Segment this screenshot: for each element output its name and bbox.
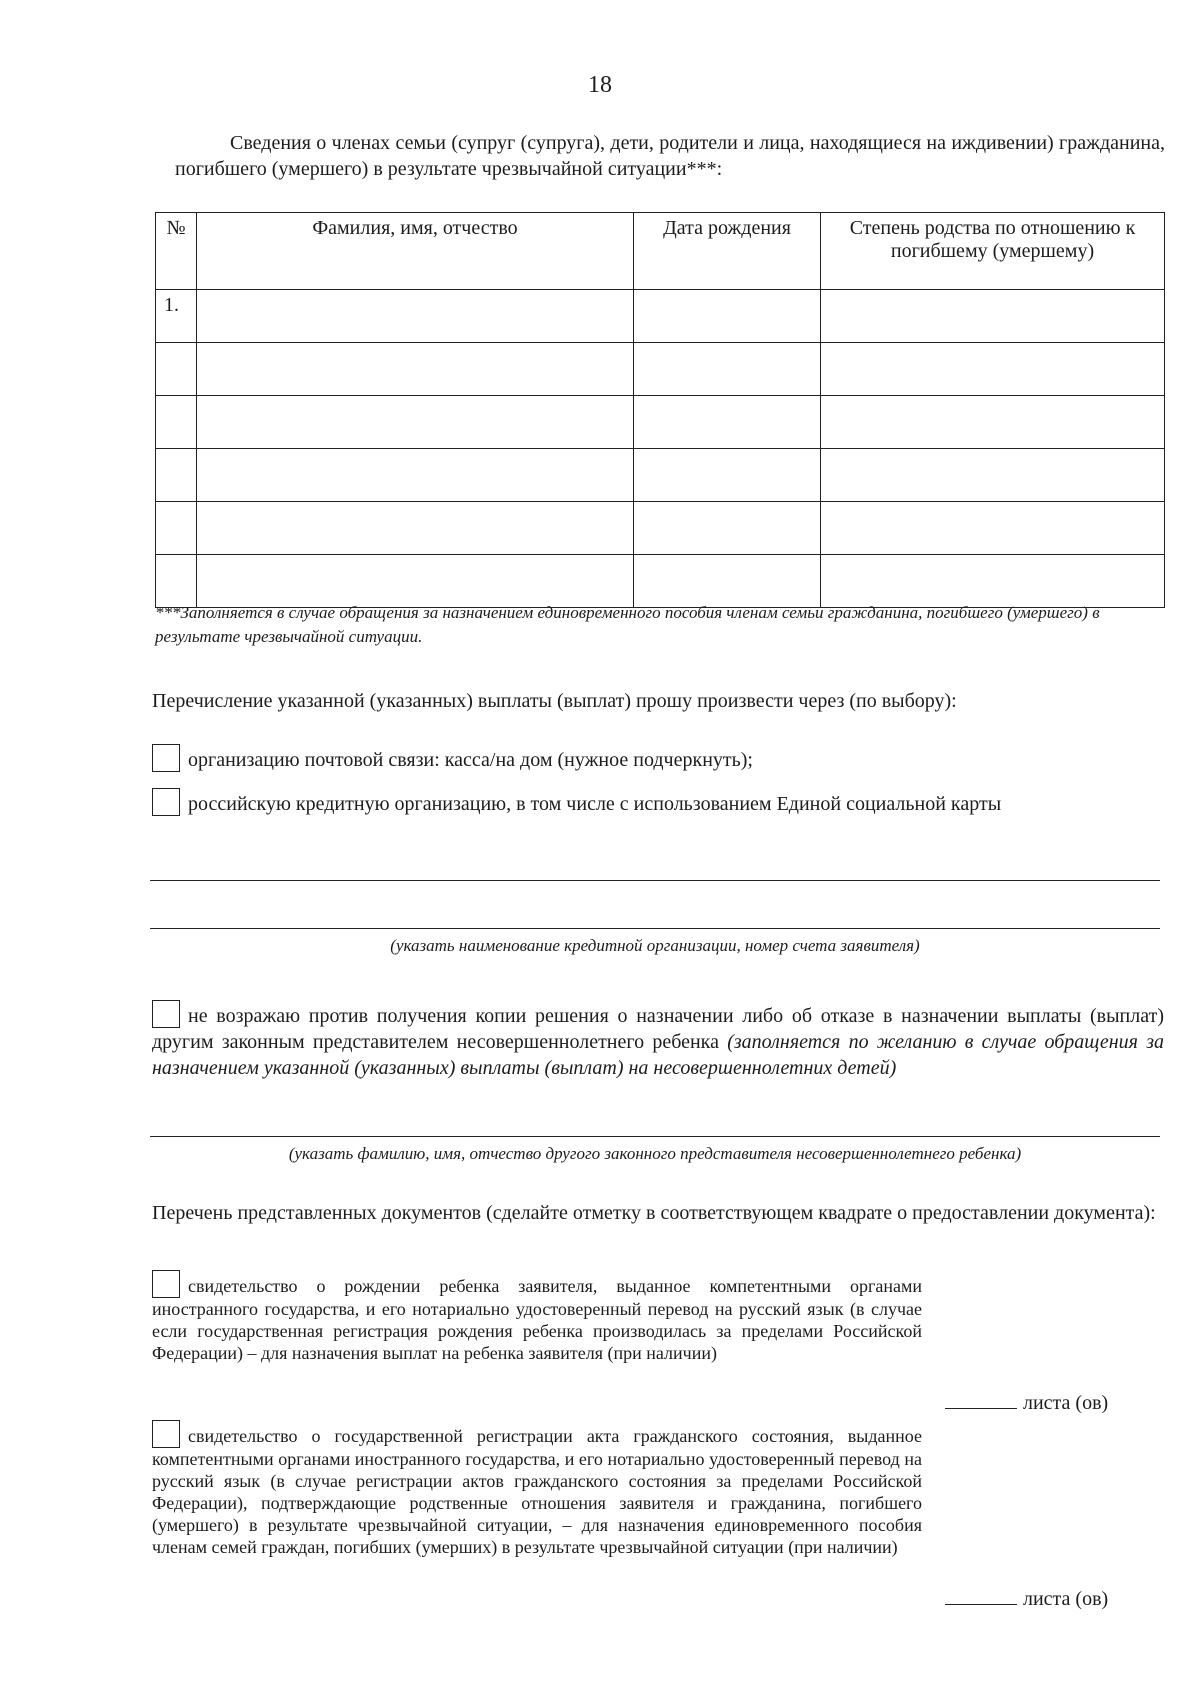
post-office-checkbox[interactable]: [152, 744, 180, 772]
header-birth-date: Дата рождения: [634, 213, 821, 290]
family-intro: [175, 130, 1165, 182]
sheets-count-civil: [945, 1588, 1108, 1611]
sheets-count-birth: [945, 1392, 1108, 1415]
table-row: [156, 502, 1165, 555]
bank-details-line-1[interactable]: [150, 880, 1160, 881]
table-row: [156, 449, 1165, 502]
bank-checkbox[interactable]: [152, 788, 180, 816]
name-cell[interactable]: [197, 555, 634, 608]
table-row: [156, 343, 1165, 396]
payment-heading: Перечисление указанной (указанных) выплаты (выплат) прошу произвести через (по выбору):: [152, 690, 957, 712]
consent-block: [152, 1000, 1164, 1081]
family-intro-text: Сведения о членах семьи (супруг (супруга), дети, родители и лица, находящиеся на иждивении) гражданина, погибшего (умершего) в результате чрезвычайной ситуации***:: [175, 132, 1165, 180]
sheets-label: листа (ов): [1023, 1392, 1109, 1414]
sheets-count-field[interactable]: [945, 1604, 1017, 1605]
footnote: ***Заполняется в случае обращения за назначением единовременного пособия членам семьи гражданина, погибшего (умершего) в результате чрезвычайной ситуации.: [155, 603, 1100, 646]
representative-caption: (указать фамилию, имя, отчество другого законного представителя несовершеннолетнего ребенка): [288, 1144, 1022, 1163]
payment-option-bank: [152, 788, 1152, 817]
relationship-cell[interactable]: [821, 396, 1165, 449]
documents-heading: Перечень представленных документов (сделайте отметку в соответствующем квадрате о предоставлении документа):: [152, 1202, 1156, 1224]
document-item-civil-registration: [152, 1420, 922, 1558]
table-row: [156, 555, 1165, 608]
birth-date-cell[interactable]: [634, 449, 821, 502]
table-row: [156, 396, 1165, 449]
page-number: 18: [588, 72, 612, 98]
birth-date-cell[interactable]: [634, 290, 821, 343]
payment-option-bank-label: российскую кредитную организацию, в том числе с использованием Единой социальной карты: [188, 793, 1002, 815]
birth-date-cell[interactable]: [634, 343, 821, 396]
relationship-cell[interactable]: [821, 290, 1165, 343]
civil-registration-checkbox[interactable]: [152, 1420, 180, 1448]
sheets-count-field[interactable]: [945, 1408, 1017, 1409]
header-number: №: [156, 213, 197, 290]
name-cell[interactable]: [197, 290, 634, 343]
document-text: свидетельство о рождении ребенка заявителя, выданное компетентными органами иностранного государства, и его нотариально удостоверенный перевод на русский язык (в случае если государственная регистрация рождения ребенка производилась за пределами Российской Федерации) – для назначения выплат на ребенка заявителя (при наличии): [152, 1276, 922, 1363]
name-cell[interactable]: [197, 502, 634, 555]
bank-details-line-2[interactable]: [150, 928, 1160, 929]
birth-certificate-checkbox[interactable]: [152, 1270, 180, 1298]
relationship-cell[interactable]: [821, 555, 1165, 608]
row-number-cell: [156, 449, 197, 502]
header-full-name: Фамилия, имя, отчество: [197, 213, 634, 290]
payment-option-post: [152, 744, 1152, 773]
consent-checkbox[interactable]: [152, 1000, 180, 1028]
row-number-cell: [156, 396, 197, 449]
birth-date-cell[interactable]: [634, 396, 821, 449]
sheets-label: листа (ов): [1023, 1588, 1109, 1610]
name-cell[interactable]: [197, 396, 634, 449]
table-header-row: [156, 213, 1165, 290]
row-number-cell: 1.: [156, 290, 197, 343]
name-cell[interactable]: [197, 343, 634, 396]
relationship-cell[interactable]: [821, 502, 1165, 555]
row-number-cell: [156, 555, 197, 608]
payment-option-post-label: организацию почтовой связи: касса/на дом (нужное подчеркнуть);: [188, 749, 753, 771]
relationship-cell[interactable]: [821, 343, 1165, 396]
birth-date-cell[interactable]: [634, 502, 821, 555]
bank-details-caption: (указать наименование кредитной организации, номер счета заявителя): [390, 936, 920, 955]
relationship-cell[interactable]: [821, 449, 1165, 502]
family-members-table: [155, 212, 1165, 608]
birth-date-cell[interactable]: [634, 555, 821, 608]
document-item-birth-certificate: [152, 1270, 922, 1364]
row-number-cell: [156, 343, 197, 396]
document-text: свидетельство о государственной регистрации акта гражданского состояния, выданное компетентными органами иностранного государства, и его нотариально удостоверенный перевод на русский язык (в случае регистрации актов гражданского состояния за пределами Российской Федерации), подтверждающие родственные отношения заявителя и гражданина, погибшего (умершего) в результате чрезвычайной ситуации, – для назначения единовременного пособия членам семей граждан, погибших (умерших) в результате чрезвычайной ситуации (при наличии): [152, 1426, 922, 1557]
header-relationship: Степень родства по отношению к погибшему (умершему): [821, 213, 1165, 290]
table-row: [156, 290, 1165, 343]
representative-name-line[interactable]: [150, 1136, 1160, 1137]
consent-text: не возражаю против получения копии решения о назначении либо об отказе в назначении выплаты (выплат) другим законным представителем несовершеннолетнего ребенка: [152, 1005, 1164, 1053]
consent-note: (заполняется по желанию в случае обращения за назначением указанной (указанных) выплаты (выплат) на несовершеннолетних детей): [152, 1031, 1164, 1079]
row-number-cell: [156, 502, 197, 555]
name-cell[interactable]: [197, 449, 634, 502]
